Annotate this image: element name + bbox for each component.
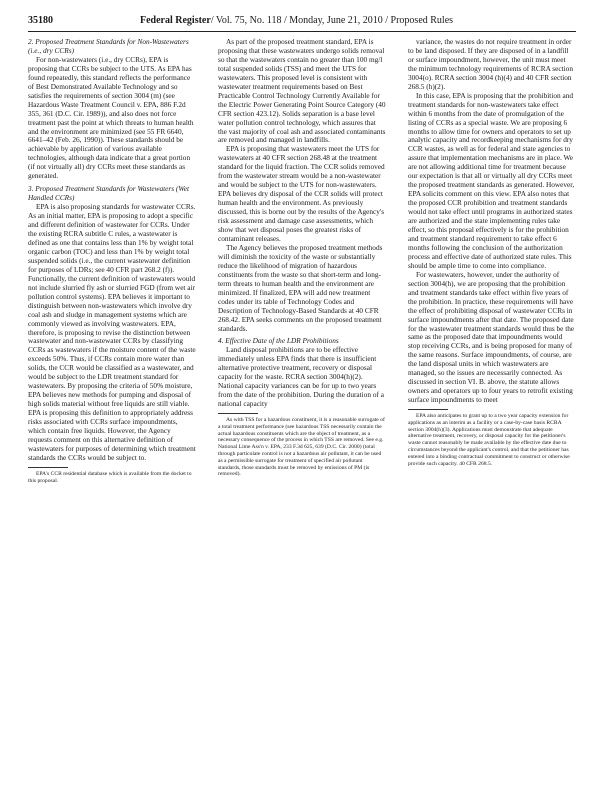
footnote-rule <box>408 409 448 410</box>
footnote: EPA also anticipates to grant up to a two year capacity extension for applications as an interim as a facility or a case-by-case basis RCRA section 3004(h)(3). Applications must demonstrate that adequate alternative treatment, recovery, or disposal capacity for the petitioner's waste cannot reasonably be made available by the effective date due to circumstances beyond the applicant's control, and that the petitioner has entered into a binding contractual commitment to construct or otherwise provide such capacity. 40 CFR 268.5. <box>408 413 570 467</box>
section-heading: 3. Proposed Treatment Standards for Wastewaters (Wet Handled CCRs) <box>28 184 190 203</box>
column-1 <box>28 38 196 484</box>
footnote: As with TSS for a hazardous constituent, it is a reasonable surrogate of a total treatment performance (see hazardous TSS necessarily contain the actual hazardous constituents which are the object of treatment, as a necessary consequence of the process in which TSS are removed. See e.g. National Lime Ass'n v. EPA, 233 F.3d 625, 639 (D.C. Cir. 2000) (total through particulate control is not a hazardous air pollutant, it can be used as a permissible surrogate for treatment of specified air pollutant standards, those standards must be removed by emissions of PM (is removed). <box>218 417 385 478</box>
paragraph: Land disposal prohibitions are to be effective immediately unless EPA finds that there is insufficient alternative protective treatment, recovery or disposal capacity for the waste. RCRA section 3004(h)(2). National capacity variances can be for up to two years from the date of the prohibition. During the duration of a national capacity <box>218 345 384 409</box>
paragraph: As part of the proposed treatment standard, EPA is proposing that these wastewaters undergo solids removal so that the wastewaters contain no greater than 100 mg/l total suspended solids (TSS) and meet the UTS for wastewaters. This proposed level is consistent with wastewater treatment requirements based on Best Practicable Control Technology Currently Available for the Electric Power Generating Point Source Category (40 CFR section 423.12). Solids separation is a base level water pollution control technology, which assures that the vast majority of coal ash and associated contaminants are removed and managed in landfills. <box>218 37 386 145</box>
paragraph: EPA is proposing that wastewaters meet the UTS for wastewaters at 40 CFR section 268.48 at the treatment standard for the liquid fraction. The CCR solids removed from the wastewater stream would be a non-wastewater and would be subject to the UTS for non-wastewaters. EPA believes dry disposal of the CCR solids will protect human health and the environment. As previously discussed, this is borne out by the results of the Agency's risk assessment and damage case assessments, which show that wet disposal poses the greatest risks of contaminant releases. <box>218 144 385 243</box>
paragraph: For non-wastewaters (i.e., dry CCRs), EPA is proposing that CCRs be subject to the UTS. As EPA has found repeatedly, this standard reflects the performance of Best Demonstrated Available Technology and so satisfies the requirements of section 3004 (m) (see Hazardous Waste Treatment Council v. EPA, 886 F.2d 355, 361 (D.C. Cir. 1989)), and also does not force treatment past the point at which threats to human health and the environment are minimized (see 55 FR 6640, 6641–42 (Feb. 26, 1990)). These standards should be achievable by application of various available technologies, although data indicate that a great portion (if not virtually all) dry CCRs meet these standards as generated. <box>28 54 194 181</box>
page-number: 35180 <box>28 15 53 26</box>
publication-name: Federal Register <box>140 15 211 26</box>
section-heading: 4. Effective Date of the LDR Prohibitions <box>218 336 339 346</box>
section-heading: 2. Proposed Treatment Standards for Non-Wastewaters (i.e., dry CCRs) <box>28 37 189 55</box>
footnote: EPA's CCR residential database which is available from the docket to this proposal. <box>28 470 192 484</box>
header-rule <box>28 31 576 32</box>
header-citation <box>140 15 453 26</box>
paragraph: In this case, EPA is proposing that the prohibition and treatment standards for non-wastewaters take effect within 6 months from the date of promulgation of the listing of CCRs as a special waste. We are proposing 6 months to allow time for owners and operators to set up analytic capacity and recordkeeping mechanisms for dry CCR wastes, as well as for federal and state agencies to assure that implementation mechanisms are in place. We are not allowing additional time for treatment because our expectation is that all or virtually all dry CCRs meet the proposed treatment standards as generated. However, EPA solicits comment on this view. EPA also notes that the proposed CCR prohibition and treatment standards would not take effect until programs in authorized states are authorized and the state implementing rules take effect, so this proposal effectively is for the prohibition and treatment standard requirement to take effect 6 months following the conclusion of the authorization process and effective date of authorized state rules. This should be ample time to come into compliance. <box>408 90 575 270</box>
footnote-rule <box>218 413 258 414</box>
paragraph: The Agency believes the proposed treatment methods will diminish the toxicity of the waste or substantially reduce the likelihood of migration of hazardous constituents from the waste so that short-term and long-term threats to human health and the environment are minimized. If finalized, EPA will add new treatment codes under its table of Technology Codes and Description of Technology-Based Standards at 40 CFR 268.42. EPA seeks comments on the proposed treatment standards. <box>218 242 383 333</box>
issue-info: / Vol. 75, No. 118 / Monday, June 21, 2010 / Proposed Rules <box>210 15 454 26</box>
column-3 <box>408 38 576 467</box>
page-header <box>28 15 576 29</box>
paragraph: variance, the wastes do not require treatment in order to be land disposed. If they are disposed of in a landfill or surface impoundment, however, the unit must meet the minimum technology requirements of RCRA section 3004(o). RCRA section 3004 (h)(4) and 40 CFR section 268.5 (h)(2). <box>408 37 573 91</box>
column-2 <box>218 38 386 478</box>
paragraph: EPA is also proposing standards for wastewater CCRs. As an initial matter, EPA is proposing to adopt a specific and different definition of wastewater for CCRs. Under the existing RCRA subtitle C rules, a wastewater is defined as one that contains less than 1% by weight total organic carbon (TOC) and less than 1% by weight total suspended solids (i.e., the current wastewater definition for purposes of LDRs; see 40 CFR part 268.2 (f)). Functionally, the current definition of wastewaters would not include slurried fly ash or slurried FGD (from wet air pollution control systems). EPA believes it important to distinguish between non-wastewaters which involve dry coal ash and sludge in management systems which are commonly viewed as involving wastewaters. EPA, therefore, is proposing to revise the distinction between wastewater and non-wastewater CCRs by classifying CCRs as wastewaters if the moisture content of the waste exceeds 50%. Thus, if CCRs contain more water than solids, the CCR would be classified as a wastewater, and would be subject to the LDR treatment standard for wastewaters. By proposing the criteria of 50% moisture, EPA believes new methods for pumping and disposal of high solids material without free liquids are still viable. EPA is proposing this definition to appropriately address risks associated with CCRs surface impoundments, which contain free liquids. However, the Agency requests comment on this alternative definition of wastewaters for purposes of determining which treatment standards the CCRs would be subject to. <box>28 202 196 462</box>
footnote-rule <box>28 467 68 468</box>
paragraph: For wastewaters, however, under the authority of section 3004(h), we are proposing that the prohibition and treatment standards take effect within five years of the prohibition. In practice, these requirements will have the effect of prohibiting disposal of wastewater CCRs in surface impoundments after that date. The proposed date for the wastewater treatment standards would thus be the same as the proposed date that impoundments would stop receiving CCRs, and is being proposed for many of the same reasons. Surface impoundments, of course, are the land disposal units in which wastewaters are managed, so the issues are necessarily connected. As discussed in section VI. B. above, the statute allows owners and operators up to four years to retrofit existing surface impoundments to meet <box>408 269 575 405</box>
